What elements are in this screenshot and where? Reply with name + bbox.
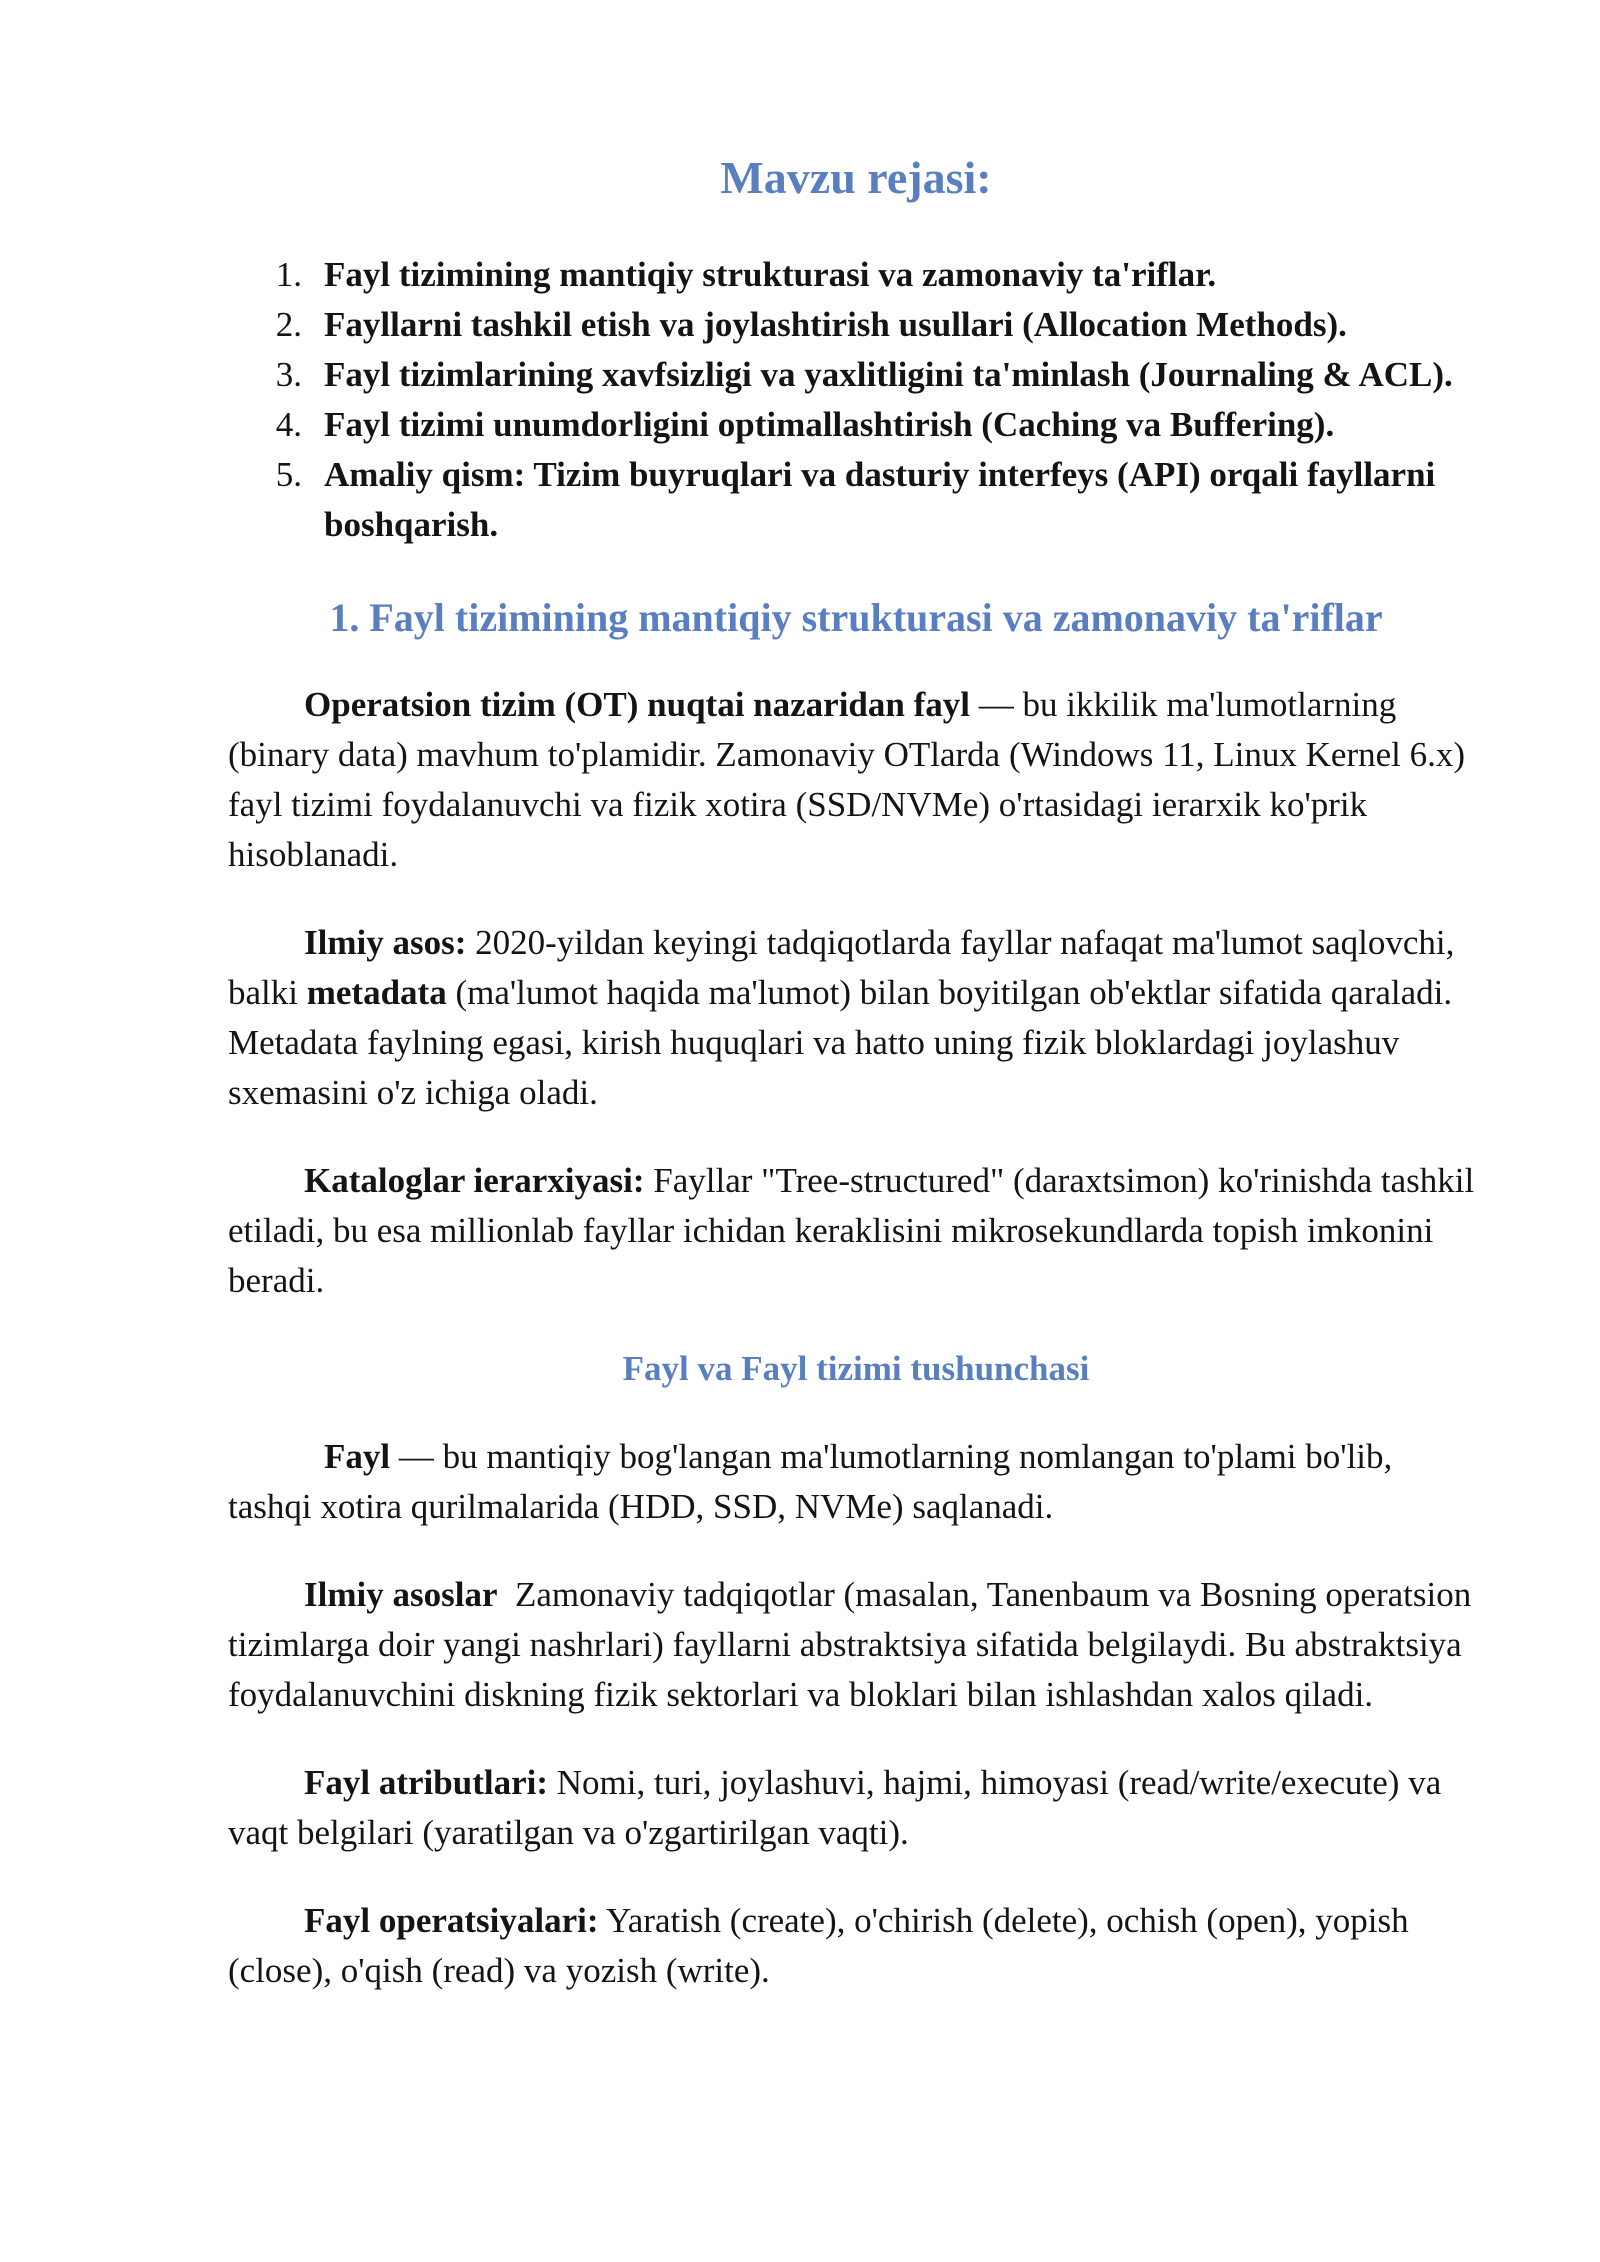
paragraph-file-operations — [228, 1896, 1484, 1996]
list-item-number: 2. — [275, 305, 302, 344]
list-item — [228, 350, 1484, 400]
list-item-text: Fayllarni tashkil etish va joylashtirish usullari (Allocation Methods). — [324, 305, 1347, 344]
paragraph-text: Yaratish (create), o'chirish (delete), ochish (open), yopish (close), o'qish (read) va yozish (write). — [228, 1901, 1409, 1990]
paragraph-file-definition — [228, 1432, 1484, 1532]
paragraph-text: — bu ikkilik ma'lumotlarning (binary data) mavhum to'plamidir. Zamonaviy OTlarda (Windows 11, Linux Kernel 6.x) fayl tizimi foydalanuvchi va fizik xotira (SSD/NVMe) o'rtasidagi ierarxik ko'prik hisoblanadi. — [228, 685, 1466, 874]
document-page — [228, 148, 1484, 2034]
list-item-number: 4. — [275, 405, 302, 444]
paragraph-lead: Ilmiy asos: — [304, 923, 467, 962]
list-item-number: 3. — [275, 355, 302, 394]
list-item-number: 1. — [275, 255, 302, 294]
list-item-text: Fayl tizimining mantiqiy strukturasi va zamonaviy ta'riflar. — [324, 255, 1217, 294]
list-item-number: 5. — [275, 455, 302, 494]
list-item-text: Fayl tizimi unumdorligini optimallashtirish (Caching va Buffering). — [324, 405, 1335, 444]
paragraph-lead: Fayl operatsiyalari: — [304, 1901, 599, 1940]
paragraph-os-file-definition — [228, 680, 1484, 880]
paragraph-text: — bu mantiqiy bog'langan ma'lumotlarning nomlangan to'plami bo'lib, tashqi xotira qurilmalarida (HDD, SSD, NVMe) saqlanadi. — [228, 1437, 1393, 1526]
list-item — [228, 450, 1484, 550]
list-item — [228, 400, 1484, 450]
paragraph-lead: Operatsion tizim (OT) nuqtai nazaridan fayl — [304, 685, 970, 724]
list-item-text: Amaliy qism: Tizim buyruqlari va dasturiy interfeys (API) orqali fayllarni boshqarish. — [324, 455, 1436, 544]
paragraph-text: (ma'lumot haqida ma'lumot) bilan boyitilgan ob'ektlar sifatida qaraladi. Metadata faylning egasi, kirish huquqlari va hatto uning fizik bloklardagi joylashuv sxemasini o'z ichiga oladi. — [228, 973, 1453, 1112]
list-item-text: Fayl tizimlarining xavfsizligi va yaxlitligini ta'minlash (Journaling & ACL). — [324, 355, 1453, 394]
paragraph-scientific-basis — [228, 918, 1484, 1118]
paragraph-lead: Fayl — [324, 1437, 391, 1476]
paragraph-text: 2020-yildan keyingi tadqiqotlarda fayllar nafaqat ma'lumot saqlovchi, balki — [228, 923, 1455, 1012]
list-item — [228, 250, 1484, 300]
paragraph-lead: Ilmiy asoslar — [304, 1575, 498, 1614]
paragraph-lead: Fayl atributlari: — [304, 1763, 548, 1802]
subsection-heading: Fayl va Fayl tizimi tushunchasi — [622, 1349, 1090, 1388]
paragraph-directory-hierarchy — [228, 1156, 1484, 1306]
paragraph-scientific-foundations — [228, 1570, 1484, 1720]
section-heading: 1. Fayl tizimining mantiqiy strukturasi va zamonaviy ta'riflar — [329, 595, 1383, 640]
paragraph-text: Zamonaviy tadqiqotlar (masalan, Tanenbaum va Bosning operatsion tizimlarga doir yangi nashrlari) fayllarni abstraktsiya sifatida belgilaydi. Bu abstraktsiya foydalanuvchini diskning fizik sektorlari va bloklari bilan ishlashdan xalos qiladi. — [228, 1575, 1480, 1714]
topic-plan-list — [228, 250, 1484, 550]
paragraph-text: Fayllar "Tree-structured" (daraxtsimon) ko'rinishda tashkil etiladi, bu esa millionlab fayllar ichidan keraklisini mikrosekundlarda topish imkonini beradi. — [228, 1161, 1475, 1300]
paragraph-text: Nomi, turi, joylashuvi, hajmi, himoyasi (read/write/execute) va vaqt belgilari (yaratilgan va o'zgartirilgan vaqti). — [228, 1763, 1442, 1852]
emphasis-term: metadata — [306, 973, 447, 1012]
paragraph-file-attributes — [228, 1758, 1484, 1858]
page-title: Mavzu rejasi: — [720, 152, 992, 203]
paragraph-lead: Kataloglar ierarxiyasi: — [304, 1161, 645, 1200]
list-item — [228, 300, 1484, 350]
